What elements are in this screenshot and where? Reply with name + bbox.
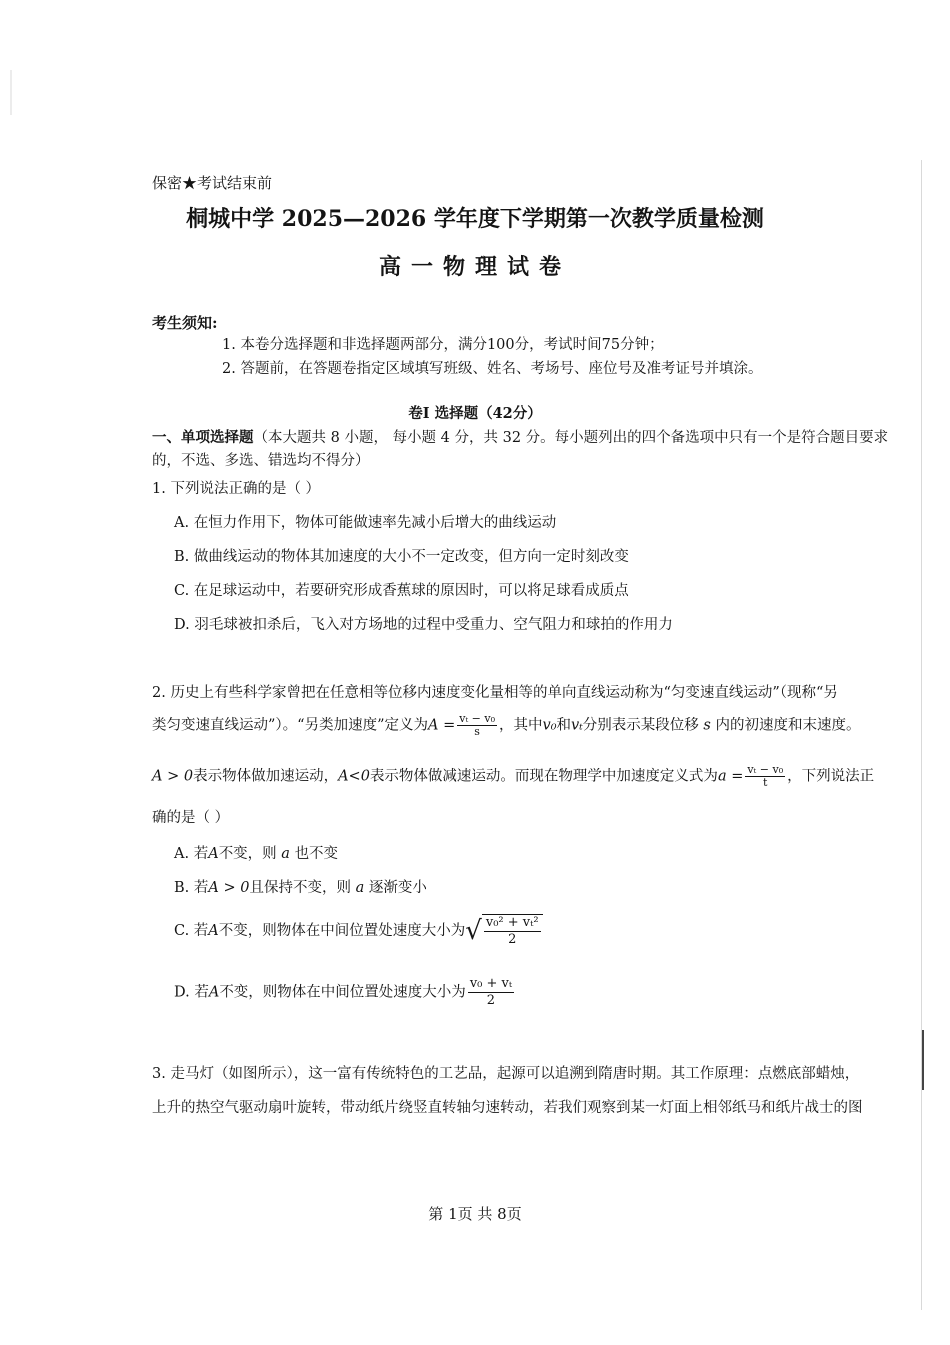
formula-acceleration-eq: a = [717,768,744,785]
symbol-a: a [281,846,290,862]
fraction-mid-position-speed-mean [468,976,514,1009]
text-run: 和 [556,717,572,734]
notice-item: 2. 答题前，在答题卷指定区域填写班级、姓名、考场号、座位号及准考证号并填涂。 [222,361,763,377]
question-2-line-2 [152,713,860,738]
text-run: 内的初速度和末速度。 [715,717,861,734]
text-run: 也不变 [294,846,339,862]
fraction-denominator: 2 [508,932,517,947]
text-run: C. 若 [174,923,209,939]
fraction-numerator: v₀ + vₜ [469,976,513,991]
text-run: 分别表示某段位移 [582,717,699,734]
volume-heading: 卷Ⅰ 选择题（42分） [408,405,542,422]
symbol-v0: v₀ [542,717,557,734]
sqrt-body [482,914,543,948]
text-run: 不变，则物体在中间位置处速度大小为 [218,923,466,939]
text-run: 不变，则 [218,846,277,862]
page-edge-mark [922,1030,924,1090]
question-1-option-a: A. 在恒力作用下，物体可能做速率先减小后增大的曲线运动 [174,515,557,531]
text-run: 且保持不变，则 [249,880,351,896]
question-1-option-d: D. 羽毛球被扣杀后，飞入对方场地的过程中受重力、空气阻力和球拍的作用力 [174,617,673,633]
sqrt-expression [465,914,542,948]
text-run: 表示物体做加速运动， [193,768,339,785]
section-instructions: （本大题共 8 小题， 每小题 4 分，共 32 分。每小题列出的四个备选项中只有一个是符合题目要求的，不选、多选、错选均不得分） [152,430,889,469]
fraction-mid-position-speed-rms [484,915,541,948]
fraction-numerator: vₜ − v₀ [747,763,784,776]
scan-artifact [10,70,12,115]
text-run: A. 若 [174,846,209,862]
text-run: B. 若 [174,880,209,896]
condition-a-positive: A > 0 [208,880,250,896]
question-1-option-c: C. 在足球运动中，若要研究形成香蕉球的原因时，可以将足球看成质点 [174,583,629,599]
section-heading [152,426,912,473]
symbol-a: a [355,880,365,896]
question-1-stem: 1. 下列说法正确的是（ ） [152,481,321,497]
question-2-line-4: 确的是（ ） [152,810,230,826]
exam-title: 桐城中学 2025—2026 学年度下学期第一次教学质量检测 [186,206,764,232]
page-edge-line [921,160,922,1310]
question-2-option-b [174,876,427,897]
condition-a-positive: A > 0 [152,768,194,785]
symbol-A: A [208,923,219,939]
sqrt-sign: √ [465,916,482,946]
fraction-denominator: 2 [486,993,496,1008]
fraction-numerator: v₀² + vₜ² [485,915,539,930]
text-run: 逐渐变小 [368,880,427,896]
exam-subtitle: 高一物理试卷 [378,254,571,280]
text-run: 不变，则物体在中间位置处速度大小为 [219,984,466,1001]
symbol-A: A [208,984,220,1001]
text-run: 表示物体做减速运动。而现在物理学中加速度定义式为 [369,768,718,785]
fraction-another-acceleration [457,713,497,738]
confidential-label: 保密★考试结束前 [152,174,273,192]
text-run: ，下列说法正 [787,768,875,785]
symbol-A: A [208,846,219,862]
text-run: 类匀变速直线运动”）。“另类加速度”定义为 [152,717,428,734]
fraction-acceleration [745,764,785,789]
symbol-s: s [703,717,711,734]
symbol-vt: vₜ [571,717,583,734]
fraction-numerator: vₜ − v₀ [459,712,495,725]
question-2-option-a [174,842,338,863]
question-2-option-c [174,914,543,948]
section-label: 一、单项选择题 [152,429,254,446]
text-run: ，其中 [499,717,543,734]
condition-a-negative: A<0 [338,768,370,785]
notice-item: 1. 本卷分选择题和非选择题两部分，满分100分，考试时间75分钟； [222,337,664,353]
formula-a-eq: A = [428,717,456,734]
text-run: D. 若 [174,984,209,1001]
page-footer: 第 1页 共 8页 [428,1205,522,1223]
fraction-denominator: t [763,776,768,789]
question-3-line-2: 上升的热空气驱动扇叶旋转，带动纸片绕竖直转轴匀速转动，若我们观察到某一灯面上相邻纸马和纸片战士的图 [152,1100,863,1116]
notice-heading: 考生须知: [152,314,218,332]
fraction-denominator: s [474,725,480,738]
question-3-line-1: 3. 走马灯（如图所示），这一富有传统特色的工艺品，起源可以追溯到隋唐时期。其工作原理：点燃底部蜡烛， [152,1066,860,1082]
question-2-option-d [174,976,516,1009]
question-2-line-3 [152,764,874,789]
question-1-option-b: B. 做曲线运动的物体其加速度的大小不一定改变，但方向一定时刻改变 [174,549,629,565]
question-2-line-1: 2. 历史上有些科学家曾把在任意相等位移内速度变化量相等的单向直线运动称为“匀变速直线运动”（现称“另 [152,685,838,701]
